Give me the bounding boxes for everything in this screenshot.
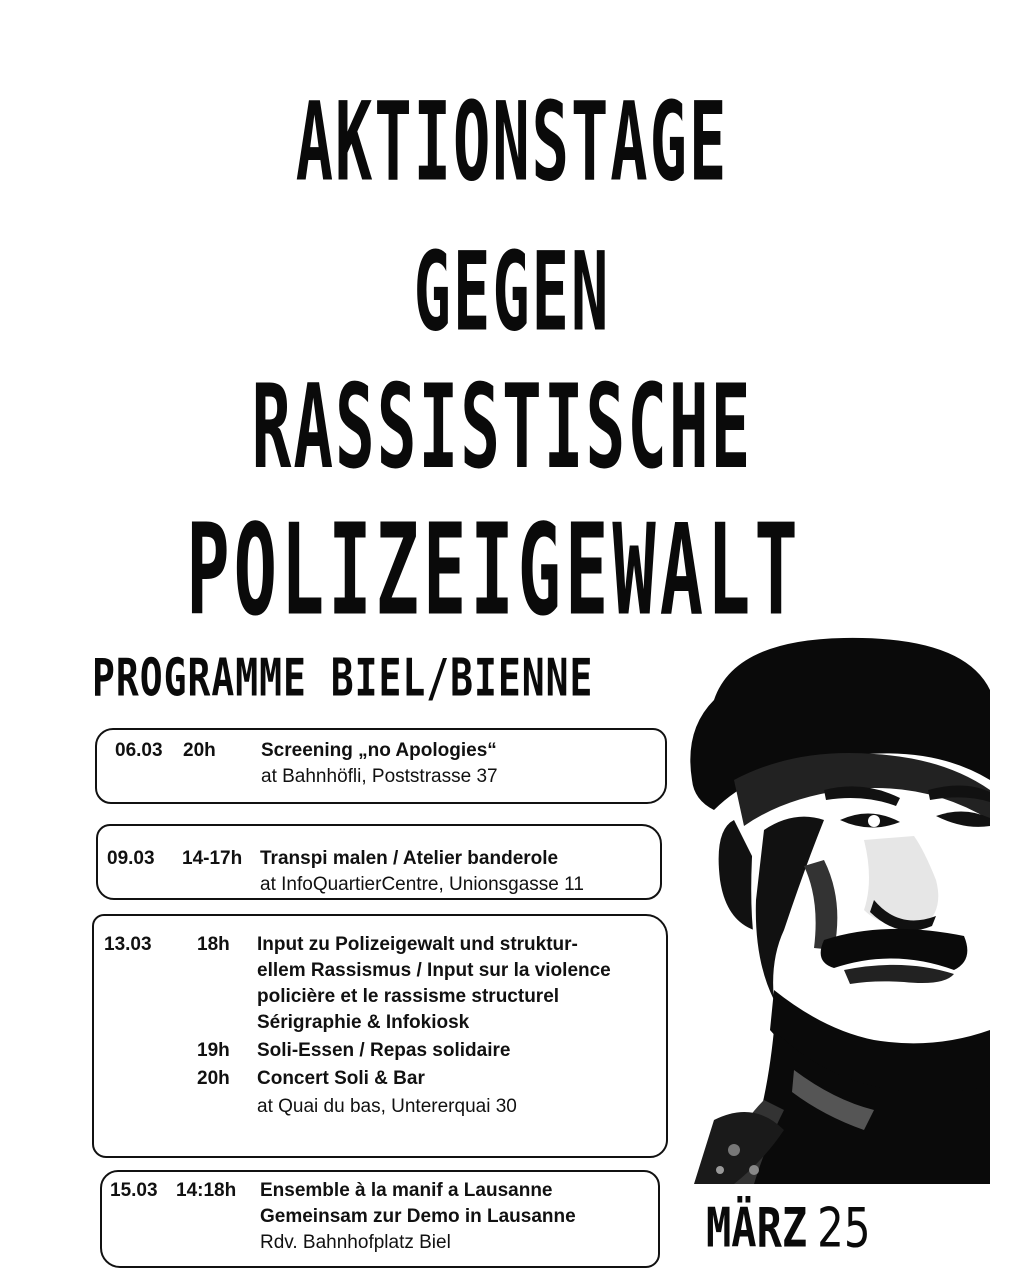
event-4-date: 15.03	[110, 1180, 158, 1201]
portrait-image	[674, 630, 990, 1184]
event-3-time-3: 20h	[197, 1068, 230, 1089]
year-text: 25	[817, 1196, 871, 1260]
event-1-location: at Bahnhöfli, Poststrasse 37	[261, 766, 498, 787]
event-4-time: 14:18h	[176, 1180, 237, 1201]
event-3-item-3: Concert Soli & Bar	[257, 1068, 425, 1089]
event-3-location: at Quai du bas, Untererquai 30	[257, 1096, 517, 1117]
event-3-title-line-1: Input zu Polizeigewalt und struktur-	[257, 934, 578, 955]
event-2-date: 09.03	[107, 848, 155, 869]
event-2-location: at InfoQuartierCentre, Unionsgasse 11	[260, 874, 584, 895]
event-3-time: 18h	[197, 934, 230, 955]
event-4-title-line-2: Gemeinsam zur Demo in Lausanne	[260, 1206, 576, 1227]
event-1-date: 06.03	[115, 740, 163, 761]
event-3-title-line-4: Sérigraphie & Infokiosk	[257, 1012, 470, 1033]
event-4-location: Rdv. Bahnhofplatz Biel	[260, 1232, 451, 1253]
event-4-title-line-1: Ensemble à la manif a Lausanne	[260, 1180, 553, 1201]
event-3-time-2: 19h	[197, 1040, 230, 1061]
event-1-title: Screening „no Apologies“	[261, 740, 497, 761]
event-3-item-2: Soli-Essen / Repas solidaire	[257, 1040, 511, 1061]
event-3-title-line-3: policière et le rassisme structurel	[257, 986, 560, 1007]
month-text: MÄRZ	[706, 1196, 808, 1260]
event-2-time: 14-17h	[182, 848, 243, 869]
event-3-title-line-2: ellem Rassismus / Input sur la violence	[257, 960, 611, 981]
month-label	[706, 1196, 871, 1260]
headline-line-2: GEGEN	[413, 228, 611, 356]
event-2-title: Transpi malen / Atelier banderole	[260, 848, 559, 869]
event-1-time: 20h	[183, 740, 216, 761]
program-subtitle: PROGRAMME BIEL/BIENNE	[92, 648, 594, 708]
headline-line-3: RASSISTISCHE	[251, 360, 753, 495]
event-3-date: 13.03	[104, 934, 152, 955]
headline-line-1: AKTIONSTAGE	[295, 78, 729, 206]
headline-line-4: POLIZEIGEWALT	[186, 496, 802, 643]
